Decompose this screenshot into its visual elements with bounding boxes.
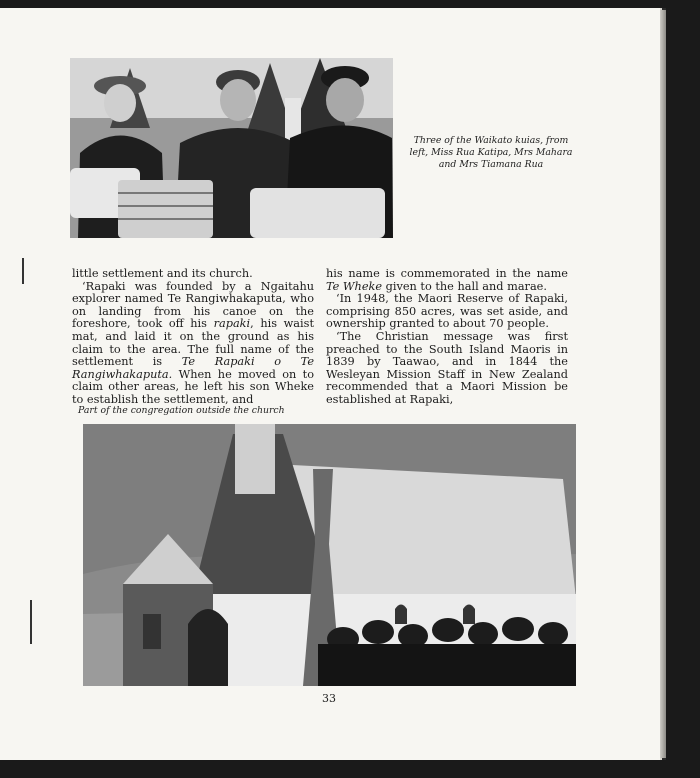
margin-mark	[22, 258, 24, 284]
paragraph: ‘In 1948, the Maori Reserve of Rapaki, comprising 850 acres, was set aside, and ownership granted to about 70 people.	[326, 292, 568, 331]
page-edge	[660, 10, 666, 758]
top-photo-caption: Three of the Waikato kuias, from left, Miss Rua Katipa, Mrs Mahara and Mrs Tiamana Rua	[409, 135, 573, 170]
page-number: 33	[322, 692, 336, 705]
right-column	[326, 268, 568, 407]
top-photo	[70, 58, 393, 238]
paragraph: little settlement and its church.	[72, 267, 253, 280]
paragraph: ‘Rapaki was founded by a Ngaitahu explorer named Te Rangiwhakaputa, who on landing from his canoe on the foreshore, took off his rapaki, his waist mat, and laid it on the ground as his claim to the area. The full name of the settlement is Te Rapaki o Te Rangiwhakaputa. When he moved on to claim other areas, he left his son Wheke to establish the settlement, and	[72, 279, 315, 406]
paragraph: his name is commemorated in the name Te Wheke given to the hall and marae.	[326, 267, 568, 293]
left-column	[72, 268, 314, 407]
kuias-photo-illustration	[70, 58, 393, 238]
church-photo-illustration	[83, 424, 576, 686]
paragraph: ‘The Christian message was first preached to the South Island Maoris in 1839 by Taawao, and in 1844 the Wesleyan Mission Staff in New Zealand recommended that a Maori Mission be established at Rapaki,	[326, 329, 568, 406]
margin-mark	[30, 600, 32, 644]
bottom-photo-caption: Part of the congregation outside the church	[78, 405, 285, 416]
bottom-photo	[83, 424, 576, 686]
